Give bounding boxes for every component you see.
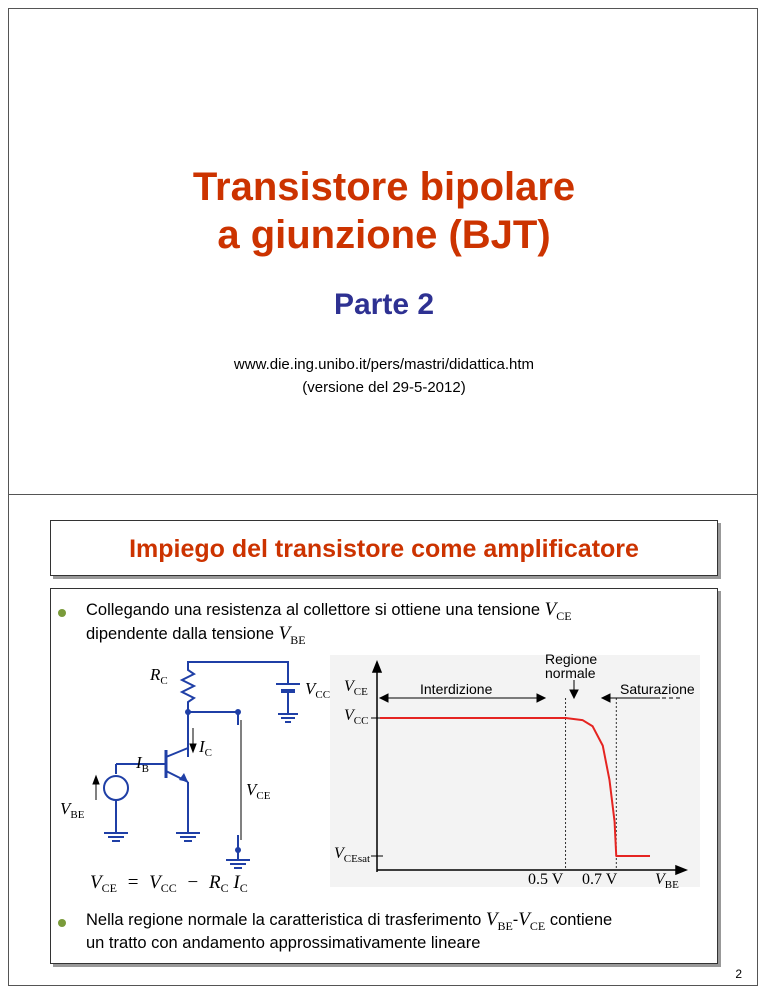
region-regione: Regione <box>545 651 598 667</box>
vce-symbol-2: $V_{CE}$ <box>518 909 546 933</box>
label-rc: $R_C$ <box>150 665 168 687</box>
vce-symbol: $V_{CE}$ <box>544 599 572 623</box>
bullet-2-text-a: Nella regione normale la caratteristica di trasferimento <box>86 911 486 929</box>
page-number: 2 <box>735 967 742 981</box>
slide1-subtitle: Parte 2 <box>333 288 435 321</box>
region-normale: normale <box>545 665 596 681</box>
equation-vce: $V_{CE}$ = $V_{CC}$ − $R_C$ $I_C$ <box>90 872 248 895</box>
title-line-2: a giunzione (BJT) <box>217 213 551 257</box>
x-tick-0-7v: 0.7 V <box>582 871 618 888</box>
bullet-2-line-2: un tratto con andamento approssimativamente lineare <box>86 934 481 952</box>
dash: - <box>512 911 519 929</box>
label-vcc: $V_{CC}$ <box>305 679 331 701</box>
bullet-1-text-a: Collegando una resistenza al collettore si ottiene una tensione <box>86 601 545 619</box>
bullet-2-text-b: contiene <box>545 911 613 929</box>
region-interdizione: Interdizione <box>420 681 493 697</box>
label-vbe: $V_{BE}$ <box>60 799 85 821</box>
version-date: (versione del 29-5-2012) <box>302 379 466 396</box>
bullet-1-text-b: dipendente dalla tensione <box>86 625 279 643</box>
course-url: www.die.ing.unibo.it/pers/mastri/didattica.htm <box>233 356 535 373</box>
vbe-symbol-2: $V_{BE}$ <box>485 909 513 933</box>
slide2-title: Impiego del transistore come amplificatore <box>129 535 639 563</box>
y-tick-vcc: $V_{CC}$ <box>344 707 369 727</box>
region-saturazione: Saturazione <box>620 681 695 697</box>
label-ib: $I_B$ <box>136 753 150 775</box>
x-tick-0-5v: 0.5 V <box>528 871 564 888</box>
y-tick-vcesat: $V_{CEsat}$ <box>334 845 371 865</box>
label-vce: $V_{CE}$ <box>246 780 271 802</box>
x-axis-label: $V_{BE}$ <box>655 871 679 891</box>
title-line-1: Transistore bipolare <box>192 165 576 209</box>
y-axis-label: $V_{CE}$ <box>344 678 368 698</box>
vbe-symbol: $V_{BE}$ <box>278 623 306 647</box>
label-ic: $I_C$ <box>199 737 213 759</box>
